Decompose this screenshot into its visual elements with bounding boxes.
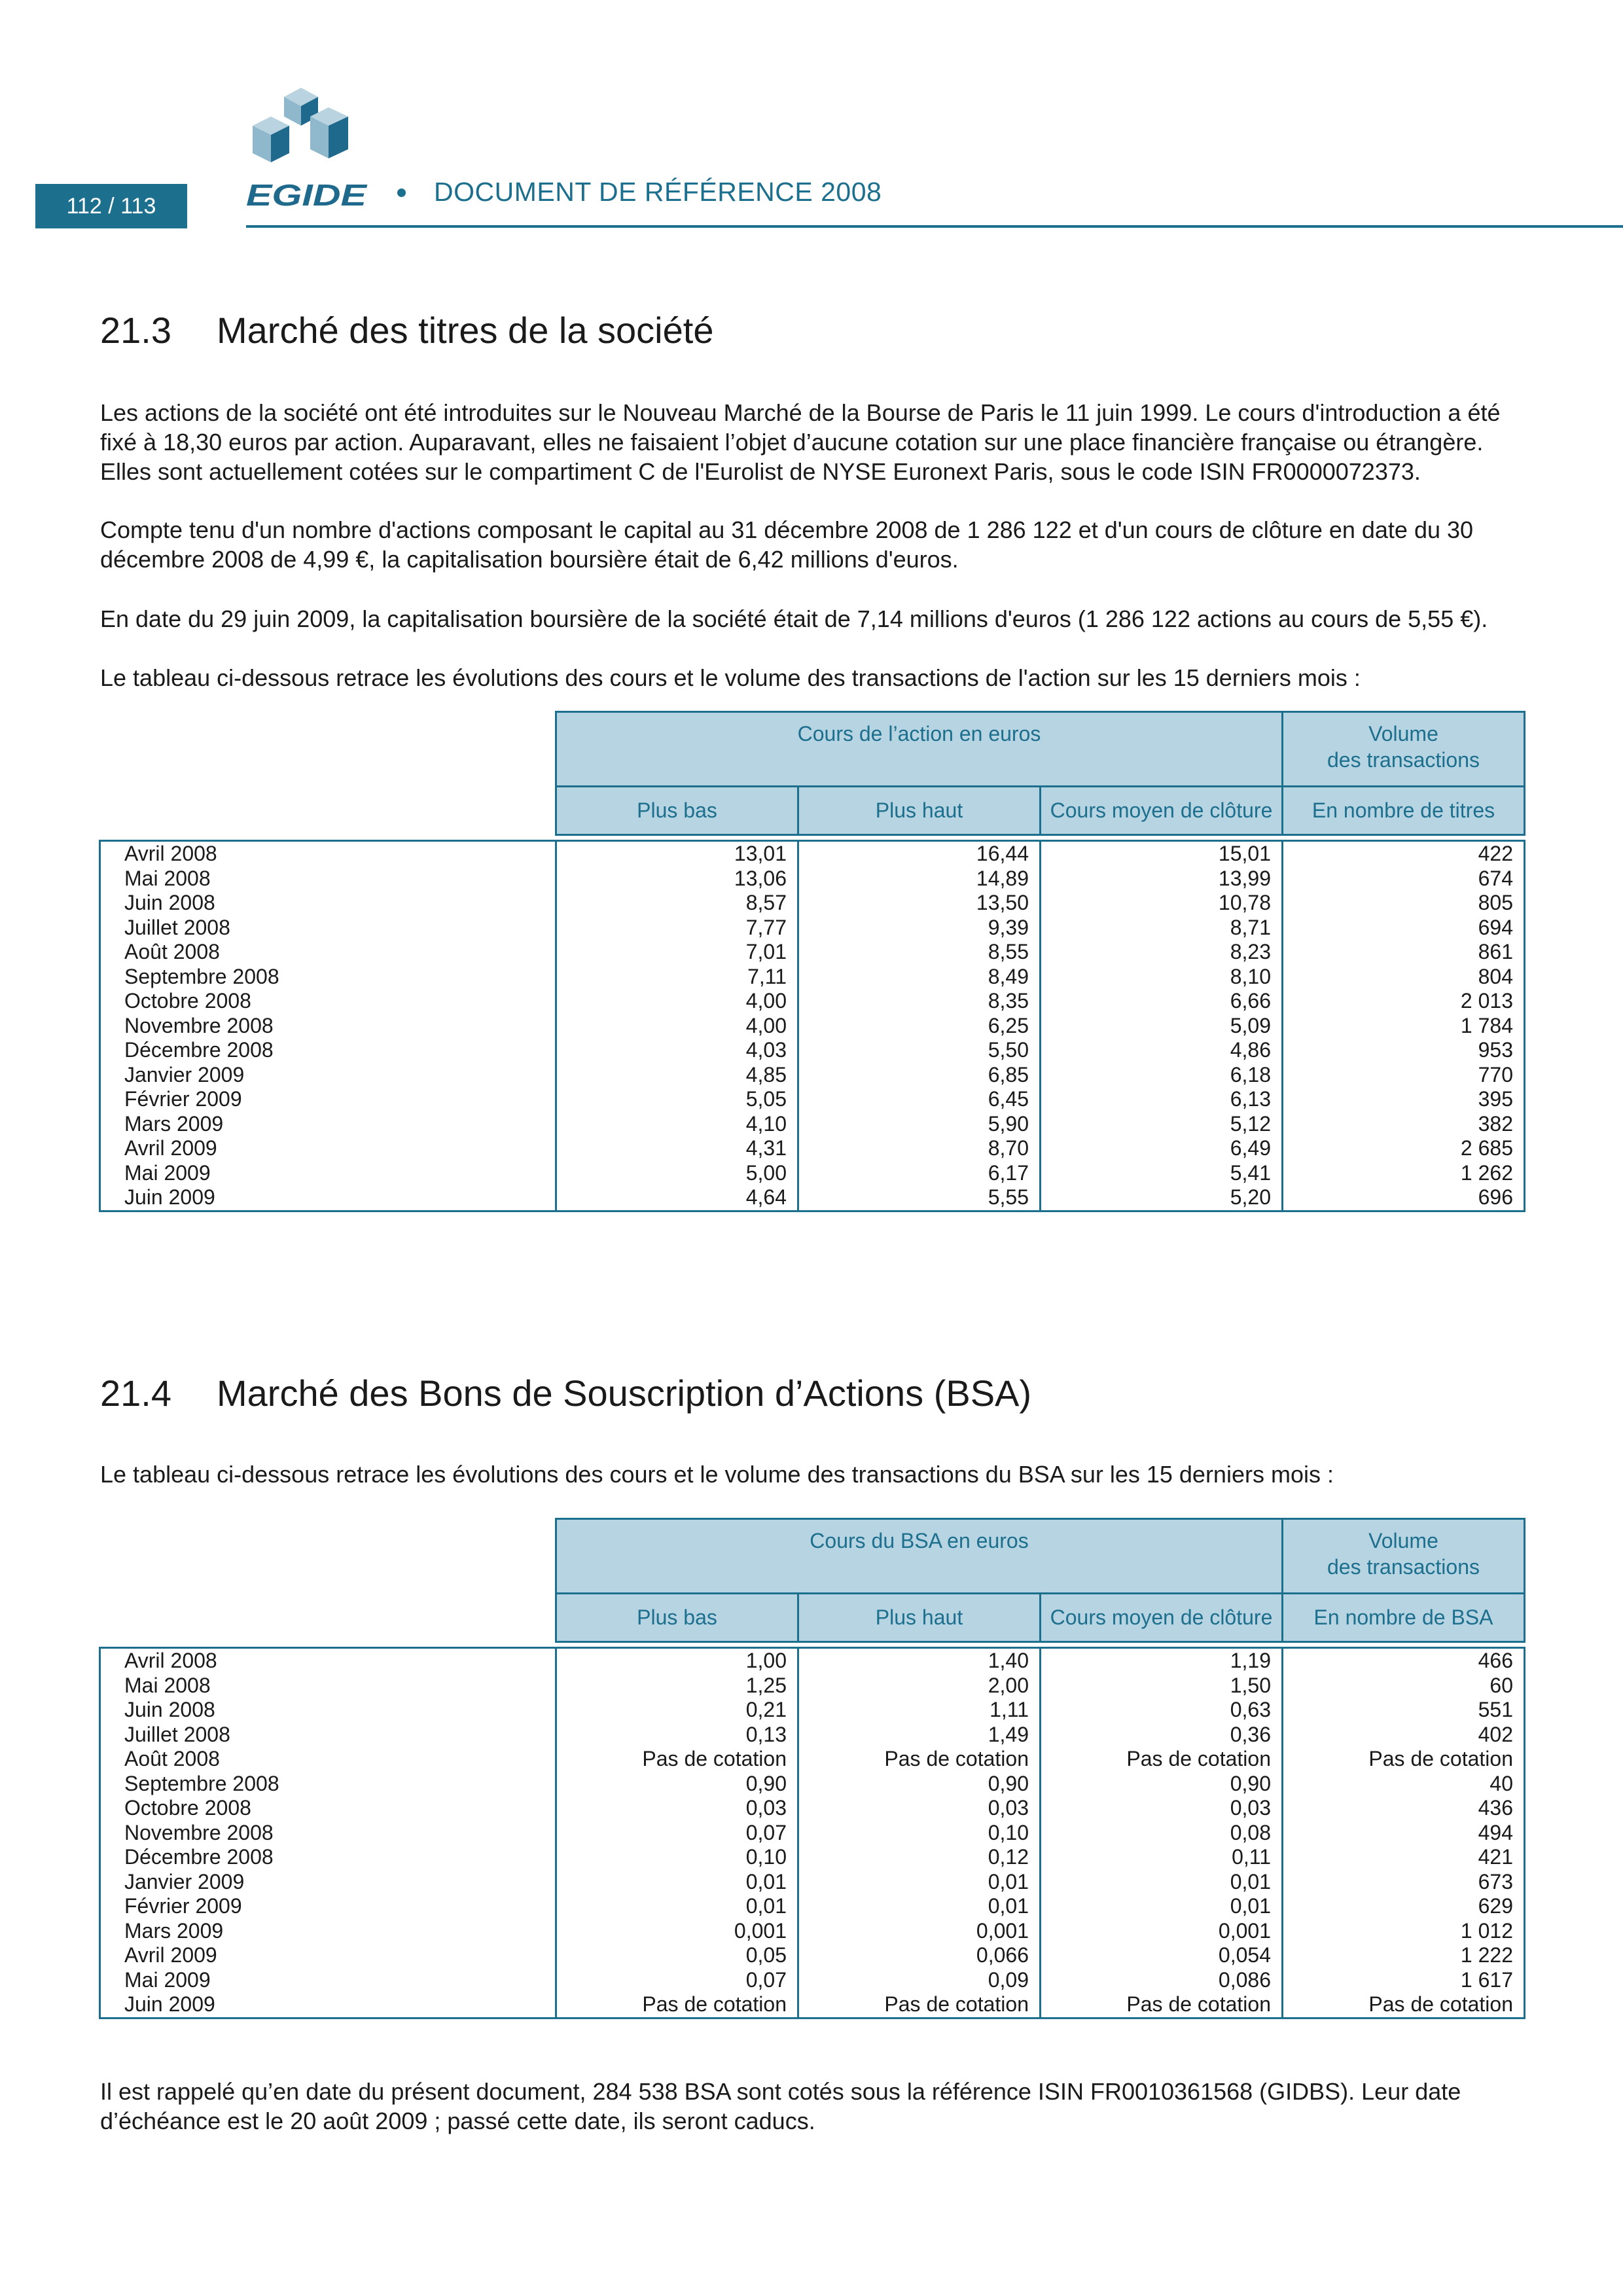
section-heading-21-4 <box>100 1372 1031 1414</box>
high-value-cell: 0,12 <box>988 1845 1029 1869</box>
table-blank-cell <box>100 787 556 835</box>
low-value-cell: 4,85 <box>745 1062 787 1086</box>
high-value-cell: 5,50 <box>988 1038 1029 1062</box>
paragraph-bsa-table-intro: Le tableau ci-dessous retrace les évolutions des cours et le volume des transactions du BSA sur les 15 derniers mois : <box>100 1461 1334 1488</box>
low-value-cell: 1,25 <box>745 1673 787 1697</box>
high-value-cell: 6,85 <box>988 1062 1029 1086</box>
volume-column <box>1283 1648 1525 2018</box>
month-cell: Août 2008 <box>124 940 220 963</box>
avg-close-value-cell: 8,71 <box>1230 915 1271 939</box>
high-value-cell: 1,40 <box>988 1649 1029 1672</box>
header-price-group: Cours de l’action en euros <box>556 712 1283 787</box>
header-volume-line-1: Volume <box>1368 1529 1438 1552</box>
avg-close-value-cell: 1,19 <box>1230 1649 1271 1672</box>
low-value-cell: 0,01 <box>745 1869 787 1893</box>
month-cell: Novembre 2008 <box>124 1820 274 1844</box>
header-volume-line-2: des transactions <box>1327 748 1480 772</box>
volume-value-cell: 861 <box>1478 940 1513 963</box>
avg-close-column <box>1041 1648 1283 2018</box>
volume-value-cell: 2 685 <box>1460 1136 1513 1160</box>
volume-value-cell: 696 <box>1478 1185 1513 1209</box>
month-cell: Mai 2009 <box>124 1160 211 1185</box>
header-divider <box>246 225 1623 228</box>
month-column <box>100 1648 556 2018</box>
volume-value-cell: 2 013 <box>1460 989 1513 1013</box>
avg-close-value-cell: 8,23 <box>1230 940 1271 963</box>
volume-value-cell: 551 <box>1478 1698 1513 1721</box>
high-value-cell: 0,09 <box>988 1967 1029 1992</box>
low-value-cell: 0,90 <box>745 1771 787 1795</box>
avg-close-value-cell: 0,11 <box>1232 1845 1271 1869</box>
volume-value-cell: 804 <box>1478 964 1513 988</box>
month-cell: Janvier 2009 <box>124 1869 245 1893</box>
low-value-cell: Pas de cotation <box>642 1747 787 1770</box>
avg-close-value-cell: 0,08 <box>1230 1820 1271 1844</box>
header-low: Plus bas <box>556 1594 798 1642</box>
header-price-group: Cours du BSA en euros <box>556 1519 1283 1594</box>
low-value-cell: 4,03 <box>745 1038 787 1062</box>
low-value-cell: 8,57 <box>745 891 787 914</box>
header-volume-group <box>1283 1519 1525 1594</box>
low-value-cell: 13,01 <box>734 842 787 865</box>
paragraph-bsa-reminder: Il est rappelé qu’en date du présent document, 284 538 BSA sont cotés sous la référence ISIN FR0010361568 (GIDBS). Leur date d’échéance est le 20 août 2009 ; passé cette date, ils seront caducs. <box>100 2078 1461 2134</box>
section-number: 21.3 <box>100 310 171 351</box>
volume-value-cell: 494 <box>1478 1820 1513 1844</box>
month-cell: Septembre 2008 <box>124 964 279 988</box>
avg-close-value-cell: 8,10 <box>1230 964 1271 988</box>
avg-close-value-cell: 1,50 <box>1230 1673 1271 1697</box>
low-value-cell: 0,03 <box>745 1796 787 1820</box>
high-value-cell: 6,45 <box>988 1087 1029 1111</box>
volume-value-cell: 466 <box>1478 1649 1513 1672</box>
volume-value-cell: 1 784 <box>1460 1013 1513 1037</box>
low-value-cell: Pas de cotation <box>642 1992 787 2016</box>
avg-close-value-cell: 6,13 <box>1230 1087 1271 1111</box>
low-value-cell: 4,31 <box>745 1136 787 1160</box>
month-cell: Avril 2008 <box>124 842 217 865</box>
volume-value-cell: 402 <box>1478 1722 1513 1746</box>
avg-close-value-cell: 5,20 <box>1230 1185 1271 1209</box>
month-cell: Juillet 2008 <box>124 915 230 939</box>
high-value-cell: 16,44 <box>976 842 1029 865</box>
avg-close-value-cell: 5,09 <box>1230 1013 1271 1037</box>
month-cell: Juin 2009 <box>124 1992 215 2016</box>
avg-close-value-cell: 0,001 <box>1218 1918 1271 1943</box>
volume-value-cell: 770 <box>1478 1062 1513 1086</box>
low-value-cell: 0,07 <box>745 1967 787 1992</box>
svg-text:EGIDE: EGIDE <box>246 178 368 208</box>
volume-value-cell: 1 262 <box>1460 1160 1513 1185</box>
low-value-cell: 0,001 <box>734 1918 787 1943</box>
volume-value-cell: 436 <box>1478 1796 1513 1820</box>
month-cell: Avril 2009 <box>124 1136 217 1160</box>
month-cell: Mai 2009 <box>124 1967 211 1992</box>
low-value-cell: 0,05 <box>745 1943 787 1967</box>
high-value-cell: 2,00 <box>988 1673 1029 1697</box>
high-value-cell: 13,50 <box>976 891 1029 914</box>
high-value-cell: 0,066 <box>976 1943 1029 1967</box>
high-value-cell: 0,03 <box>988 1796 1029 1820</box>
month-cell: Août 2008 <box>124 1747 220 1770</box>
high-column <box>798 1648 1041 2018</box>
volume-value-cell: 1 617 <box>1460 1967 1513 1992</box>
avg-close-value-cell: 4,86 <box>1230 1038 1271 1062</box>
low-value-cell: 7,01 <box>745 940 787 963</box>
avg-close-value-cell: Pas de cotation <box>1126 1747 1271 1770</box>
avg-close-column <box>1041 841 1283 1211</box>
month-cell: Juin 2009 <box>124 1185 215 1209</box>
section-title: Marché des Bons de Souscription d’Actions (BSA) <box>217 1372 1032 1414</box>
avg-close-value-cell: 0,01 <box>1230 1894 1271 1918</box>
table-blank-corner <box>100 1519 556 1594</box>
header-volume-line-2: des transactions <box>1327 1555 1480 1579</box>
table-blank-cell <box>100 1594 556 1642</box>
low-value-cell: 0,10 <box>745 1845 787 1869</box>
section-number: 21.4 <box>100 1372 171 1414</box>
low-column <box>556 1648 798 2018</box>
egide-logo <box>246 85 368 208</box>
high-value-cell: 0,10 <box>988 1820 1029 1844</box>
high-value-cell: Pas de cotation <box>884 1992 1029 2016</box>
low-value-cell: 4,64 <box>745 1185 787 1209</box>
month-column <box>100 841 556 1211</box>
header-high: Plus haut <box>798 787 1041 835</box>
header-low: Plus bas <box>556 787 798 835</box>
low-value-cell: 13,06 <box>734 866 787 890</box>
high-value-cell: 8,35 <box>988 989 1029 1013</box>
low-value-cell: 7,77 <box>745 915 787 939</box>
volume-value-cell: 40 <box>1489 1771 1513 1795</box>
volume-value-cell: 422 <box>1478 842 1513 865</box>
volume-value-cell: Pas de cotation <box>1368 1992 1513 2016</box>
paragraph-table-intro: Le tableau ci-dessous retrace les évolutions des cours et le volume des transactions de l'action sur les 15 derniers mois : <box>100 664 1361 691</box>
paragraph-capitalisation-2009: En date du 29 juin 2009, la capitalisation boursière de la société était de 7,14 millions d'euros (1 286 122 actions au cours de 5,55 €). <box>100 605 1488 632</box>
page-indicator: 112 / 113 <box>35 184 187 228</box>
volume-value-cell: 674 <box>1478 866 1513 890</box>
high-value-cell: 8,70 <box>988 1136 1029 1160</box>
avg-close-value-cell: 6,49 <box>1230 1136 1271 1160</box>
volume-value-cell: 421 <box>1478 1845 1513 1869</box>
month-cell: Novembre 2008 <box>124 1013 274 1037</box>
volume-value-cell: 673 <box>1478 1869 1513 1893</box>
volume-value-cell: 694 <box>1478 915 1513 939</box>
month-cell: Octobre 2008 <box>124 989 251 1013</box>
table-blank-corner <box>100 712 556 787</box>
avg-close-value-cell: Pas de cotation <box>1126 1992 1271 2016</box>
high-value-cell: 5,90 <box>988 1111 1029 1136</box>
low-value-cell: 1,00 <box>745 1649 787 1672</box>
month-cell: Décembre 2008 <box>124 1845 274 1869</box>
month-cell: Mars 2009 <box>124 1918 224 1943</box>
low-column <box>556 841 798 1211</box>
volume-value-cell: 1 012 <box>1460 1918 1513 1943</box>
document-title: DOCUMENT DE RÉFÉRENCE 2008 <box>434 177 882 207</box>
low-value-cell: 5,05 <box>745 1087 787 1111</box>
month-cell: Mai 2008 <box>124 866 211 890</box>
avg-close-value-cell: 0,01 <box>1230 1869 1271 1893</box>
month-cell: Février 2009 <box>124 1087 242 1111</box>
avg-close-value-cell: 0,63 <box>1230 1698 1271 1721</box>
avg-close-value-cell: 5,41 <box>1230 1160 1271 1185</box>
month-cell: Janvier 2009 <box>124 1062 245 1086</box>
header-volume: En nombre de BSA <box>1283 1594 1525 1642</box>
paragraph-capitalisation-2008: Compte tenu d'un nombre d'actions composant le capital au 31 décembre 2008 de 1 286 122 et d'un cours de clôture en date du 30 décembre 2008 de 4,99 €, la capitalisation boursière était de 6,42 millions d'euros. <box>100 516 1474 573</box>
section-title: Marché des titres de la société <box>217 310 714 351</box>
avg-close-value-cell: 6,18 <box>1230 1062 1271 1086</box>
high-value-cell: 6,17 <box>988 1160 1029 1185</box>
avg-close-value-cell: 0,086 <box>1218 1967 1271 1992</box>
paragraph-introduction: Les actions de la société ont été introduites sur le Nouveau Marché de la Bourse de Paris le 11 juin 1999. Le cours d'introduction a été fixé à 18,30 euros par action. Auparavant, elles ne faisaient l’objet d’aucune cotation sur une place financière française ou étrangère. Elles sont actuellement cotées sur le compartiment C de l'Eurolist de NYSE Euronext Paris, sous le code ISIN FR0000072373. <box>100 399 1501 485</box>
volume-value-cell: 953 <box>1478 1038 1513 1062</box>
volume-value-cell: 395 <box>1478 1087 1513 1111</box>
bullet-icon <box>397 188 406 197</box>
header-high: Plus haut <box>798 1594 1041 1642</box>
volume-value-cell: 629 <box>1478 1894 1513 1918</box>
high-value-cell: 6,25 <box>988 1013 1029 1037</box>
avg-close-value-cell: 6,66 <box>1230 989 1271 1013</box>
high-value-cell: Pas de cotation <box>884 1747 1029 1770</box>
low-value-cell: 4,00 <box>745 1013 787 1037</box>
low-value-cell: 4,10 <box>745 1111 787 1136</box>
high-value-cell: 14,89 <box>976 866 1029 890</box>
avg-close-value-cell: 0,90 <box>1230 1771 1271 1795</box>
low-value-cell: 0,13 <box>745 1722 787 1746</box>
month-cell: Juin 2008 <box>124 891 215 914</box>
high-value-cell: 8,49 <box>988 964 1029 988</box>
month-cell: Avril 2008 <box>124 1649 217 1672</box>
header-avg-close: Cours moyen de clôture <box>1041 1594 1283 1642</box>
header-avg-close: Cours moyen de clôture <box>1041 787 1283 835</box>
high-value-cell: 1,11 <box>990 1698 1029 1721</box>
month-cell: Septembre 2008 <box>124 1771 279 1795</box>
month-cell: Décembre 2008 <box>124 1038 274 1062</box>
high-value-cell: 0,90 <box>988 1771 1029 1795</box>
volume-value-cell: 382 <box>1478 1111 1513 1136</box>
low-value-cell: 5,00 <box>745 1160 787 1185</box>
share-price-table <box>99 711 1525 1212</box>
high-column <box>798 841 1041 1211</box>
avg-close-value-cell: 15,01 <box>1218 842 1271 865</box>
high-value-cell: 1,49 <box>988 1722 1029 1746</box>
month-cell: Mai 2008 <box>124 1673 211 1697</box>
avg-close-value-cell: 0,36 <box>1230 1722 1271 1746</box>
high-value-cell: 5,55 <box>988 1185 1029 1209</box>
low-value-cell: 7,11 <box>747 964 787 988</box>
month-cell: Juillet 2008 <box>124 1722 230 1746</box>
volume-column <box>1283 841 1525 1211</box>
header-volume-group <box>1283 712 1525 787</box>
section-heading-21-3 <box>100 309 713 351</box>
avg-close-value-cell: 5,12 <box>1230 1111 1271 1136</box>
avg-close-value-cell: 10,78 <box>1218 891 1271 914</box>
low-value-cell: 4,00 <box>745 989 787 1013</box>
month-cell: Avril 2009 <box>124 1943 217 1967</box>
bsa-price-table <box>99 1518 1525 2019</box>
avg-close-value-cell: 13,99 <box>1218 866 1271 890</box>
high-value-cell: 8,55 <box>988 940 1029 963</box>
volume-value-cell: Pas de cotation <box>1368 1747 1513 1770</box>
month-cell: Mars 2009 <box>124 1111 224 1136</box>
high-value-cell: 9,39 <box>988 915 1029 939</box>
header-volume-line-1: Volume <box>1368 722 1438 745</box>
high-value-cell: 0,01 <box>988 1869 1029 1893</box>
volume-value-cell: 60 <box>1489 1673 1513 1697</box>
avg-close-value-cell: 0,054 <box>1218 1943 1271 1967</box>
high-value-cell: 0,01 <box>988 1894 1029 1918</box>
high-value-cell: 0,001 <box>976 1918 1029 1943</box>
volume-value-cell: 805 <box>1478 891 1513 914</box>
month-cell: Février 2009 <box>124 1894 242 1918</box>
header-volume: En nombre de titres <box>1283 787 1525 835</box>
low-value-cell: 0,01 <box>745 1894 787 1918</box>
low-value-cell: 0,21 <box>745 1698 787 1721</box>
avg-close-value-cell: 0,03 <box>1230 1796 1271 1820</box>
volume-value-cell: 1 222 <box>1460 1943 1513 1967</box>
low-value-cell: 0,07 <box>745 1820 787 1844</box>
month-cell: Octobre 2008 <box>124 1796 251 1820</box>
month-cell: Juin 2008 <box>124 1698 215 1721</box>
